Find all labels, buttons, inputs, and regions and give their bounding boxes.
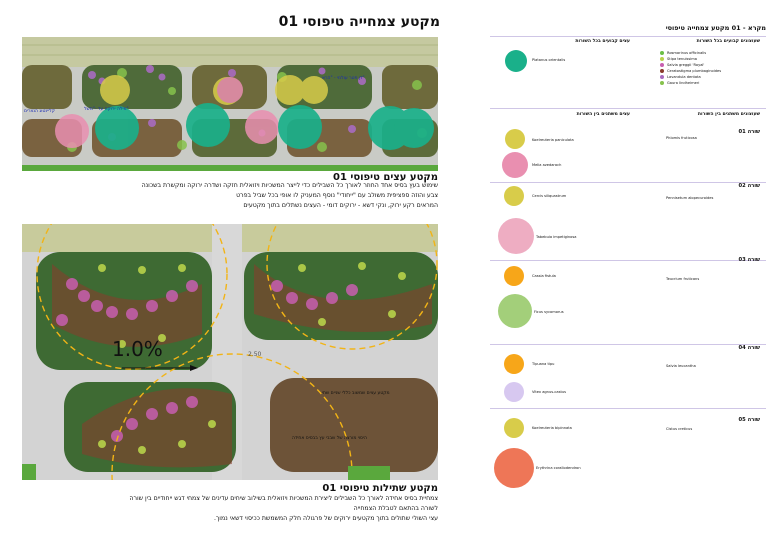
legend-col-heading: שעוצונים משתנים בין השורות — [697, 112, 760, 117]
legend-shrub-item: Gaura lindheimeri — [660, 80, 760, 86]
legend-row-label: שורה 05 — [738, 417, 760, 423]
legend-shrub-item: Salvia greggii 'Royal' — [660, 62, 760, 68]
legend-tree-swatch — [504, 418, 524, 438]
legend-tree-swatch — [505, 129, 525, 149]
legend-row-shrub: Salvia leucantha — [666, 364, 696, 368]
legend-tree-name: Ficus sycomorus — [534, 310, 564, 314]
legend-tree-name: Cassia fistula — [532, 274, 556, 278]
legend-tree-name: Vitex agnus-castus — [532, 390, 567, 394]
street-label: קליינטוּג הנצרים — [24, 109, 55, 114]
legend-tree-swatch — [504, 186, 524, 206]
legend-tree-swatch — [504, 382, 524, 402]
legend-tree-name: Melia azedarach — [532, 163, 562, 167]
trees-line: המראים רקע ירוק, ונקי דשא - ירוקים דומי - העצים נשתלים בתוך מקטעים — [243, 202, 438, 209]
legend-base-shrubs — [660, 50, 760, 86]
legend-tree-name: Cercis siliquastrum — [532, 194, 567, 198]
legend-tree-name: Koelreuteria paniculata — [532, 138, 574, 142]
legend-col-heading: שעוצונים קבועים בכל השורות — [696, 39, 760, 44]
legend-tree-swatch — [498, 218, 534, 254]
legend-row-label: שורה 02 — [738, 183, 760, 189]
legend-shrub-item: Ceratostigma plumbaginoides — [660, 68, 760, 74]
shrubs-heading: מקטע שתילות טיפוסי 01 — [322, 483, 438, 494]
legend-tree-swatch — [494, 448, 534, 488]
legend-shrub-item: Rosmarinus officinalis — [660, 50, 760, 56]
legend-row-shrub: Teucrium fruticans — [666, 277, 700, 281]
legend-base-tree-swatch — [505, 50, 527, 72]
shrubs-line: צמחיית בסיס אחידה לאורך כל השבילים ליצירת המשכיות ויזואלית בשילוב שיחים עדינים של צמחי דגש ייחודיים בין שורה — [129, 495, 438, 502]
legend-title: מקרא - 01 מקטע צמחייה טיפוסי — [665, 24, 766, 32]
legend-base-tree-name: Platanus orientalis — [532, 58, 566, 62]
legend-shrub-item: Stipa tenuissima — [660, 56, 760, 62]
slope-label: 1.0% — [112, 337, 163, 361]
legend-panel — [490, 36, 766, 488]
legend-tree-name: Tabebuia impetiginosa — [536, 235, 577, 239]
trees-line: צבע והוזה ספציפית משולב עם "ייחודי" נוסף המעניק לו אופי בכל שביל בפרט — [236, 192, 438, 199]
legend-tree-swatch — [502, 152, 528, 178]
plan-note: מקטע עצים שמשוב כללי שניים שתי — [322, 391, 390, 396]
shrubs-text — [22, 494, 438, 524]
street-label: מילה ירוקה עד -"משל" — [84, 107, 129, 112]
trees-text — [22, 181, 438, 211]
trees-heading: מקטע עצים טיפוסי 01 — [332, 172, 438, 183]
legend-row-label: שורה 01 — [738, 129, 760, 135]
legend-tree-swatch — [504, 266, 524, 286]
legend-col-heading: עצים קבועים בכל השורות — [575, 39, 630, 44]
legend-col-heading: עצים משתנים בין השורות — [576, 112, 630, 117]
legend-row-shrub: Phlomis fruticosa — [666, 136, 697, 140]
legend-shrub-item: Lavandula dentata — [660, 74, 760, 80]
legend-tree-name: Erythrina corallodendron — [536, 466, 581, 470]
legend-tree-swatch — [498, 294, 532, 328]
plan-note: היסוי מורצה של שבבי עץ בבסיס אחידה — [292, 436, 367, 441]
shrubs-line: לשורה בהתאם לטבלת הצמחייה — [353, 505, 438, 512]
main-title: מקטע צמחייה טיפוסי 01 — [278, 14, 440, 30]
legend-tree-swatch — [504, 354, 524, 374]
legend-row-label: שורה 03 — [738, 257, 760, 263]
legend-row-label: שורה 04 — [738, 345, 760, 351]
shrubs-line: עצי השולי שתולים בתוך מקטעים ירוקים של פרגולה חלק המשמשת ככיסוי דשאי נמוך. — [214, 515, 438, 522]
legend-tree-name: Koelreuteria bipinnata — [532, 426, 572, 430]
street-label: דן פטר עולמי - "הרא" — [322, 76, 365, 81]
dimension-label: 2.50 — [248, 351, 262, 358]
shrub-plan — [22, 224, 438, 480]
legend-row-shrub: Pennisetum alopecuroides — [666, 196, 714, 200]
legend-tree-name: Tipuana tipu — [532, 362, 555, 366]
tree-plan — [22, 37, 438, 171]
legend-row-shrub: Cistus creticus — [666, 427, 693, 431]
trees-line: שימוש בעץ בסיס אחד החוזר לאורך כל השבילים כדי לייצר המשכיות ויזואלית חזקה ושדרה ירוקה ומקשרת בשכונה — [141, 182, 438, 189]
